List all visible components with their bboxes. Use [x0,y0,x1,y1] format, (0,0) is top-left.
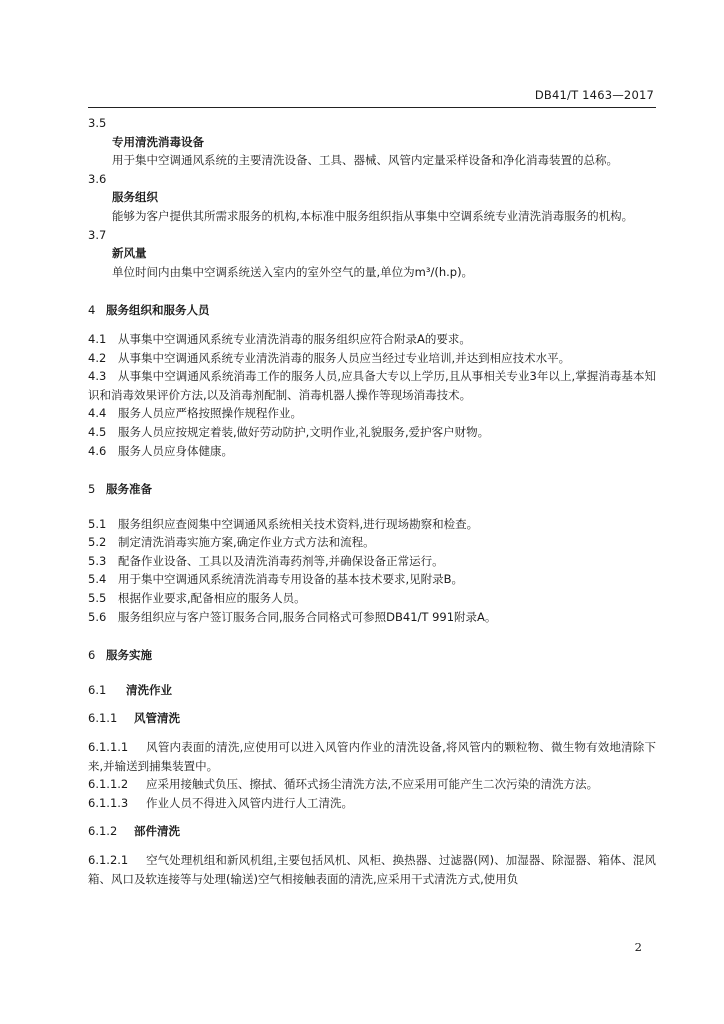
list-item [88,794,656,813]
subsection-title: 清洗作业 [126,682,172,697]
item-text: 空气处理机组和新风机组,主要包括风机、风柜、换热器、过滤器(网)、加湿器、除湿器、箱体、混风箱、风口及软连接等与处理(输送)空气相接触表面的清洗,应采用干式清洗方式,使用负 [88,853,656,886]
subsection-heading [88,822,656,841]
item-text: 从事集中空调通风系统消毒工作的服务人员,应具备大专以上学历,且从事相关专业3年以上,掌握消毒基本知识和消毒效果评价方法,以及消毒剂配制、消毒机器人操作等现场消毒技术。 [88,369,656,402]
item-number: 5.5 [88,591,107,606]
subsection-heading [88,709,656,728]
item-text: 从事集中空调通风系统专业清洗消毒的服务人员应当经过专业培训,并达到相应技术水平。 [118,350,571,365]
list-item [88,367,656,404]
term-definition: 单位时间内由集中空调系统送入室内的室外空气的量,单位为m³/(h.p)。 [112,264,474,279]
item-number: 5.2 [88,535,107,550]
item-text: 应采用接触式负压、擦拭、循环式扬尘清洗方法,不应采用可能产生二次污染的清洗方法。 [146,777,599,792]
section-number: 6 [88,648,96,663]
section-number: 5 [88,482,96,497]
item-number: 5.6 [88,609,107,624]
item-text: 从事集中空调通风系统专业清洗消毒的服务组织应符合附录A的要求。 [118,331,471,346]
header-divider [88,107,656,108]
subsection-heading [88,681,656,700]
list-item [88,330,656,349]
clause-number: 3.5 [88,116,107,130]
item-number: 5.1 [88,516,107,531]
subsection-number: 6.1.2 [88,824,118,839]
item-number: 6.1.1.3 [88,795,129,810]
term-title: 专用清洗消毒设备 [112,134,204,149]
section-heading [88,301,656,320]
list-item [88,570,656,589]
item-number: 6.1.1.1 [88,740,129,755]
standard-code: DB41/T 1463—2017 [534,88,654,102]
item-number: 6.1.2.1 [88,853,129,867]
list-item [88,423,656,442]
item-text: 服务人员应身体健康。 [118,443,233,458]
list-item [88,775,656,794]
item-number: 4.5 [88,424,107,439]
subsection-number: 6.1.1 [88,711,118,726]
subsection-number: 6.1 [88,682,107,697]
subsection-title: 部件清洗 [134,824,180,839]
list-item [88,851,656,888]
term-title: 服务组织 [112,190,158,205]
item-number: 4.1 [88,331,107,346]
item-number: 4.6 [88,443,107,458]
item-text: 制定清洗消毒实施方案,确定作业方式方法和流程。 [118,535,375,550]
term-definition: 用于集中空调通风系统的主要清洗设备、工具、器械、风管内定量采样设备和净化消毒装置的总称。 [112,153,618,168]
item-text: 服务人员应严格按照操作规程作业。 [118,406,302,421]
clause-number: 3.7 [88,227,107,242]
item-text: 服务人员应按规定着装,做好劳动防护,文明作业,礼貌服务,爱护客户财物。 [118,424,490,439]
list-item [88,404,656,423]
item-text: 作业人员不得进入风管内进行人工清洗。 [146,795,353,810]
section-heading [88,480,656,499]
item-number: 4.3 [88,369,107,384]
section-heading [88,646,656,665]
term-definition: 能够为客户提供其所需求服务的机构,本标准中服务组织指从事集中空调系统专业清洗消毒服务的机构。 [112,208,634,223]
list-item [88,515,656,534]
section-title: 服务准备 [106,482,152,497]
item-text: 配备作业设备、工具以及清洗消毒药剂等,并确保设备正常运行。 [118,553,444,568]
item-number: 5.4 [88,572,107,587]
clause-number: 3.6 [88,171,107,186]
list-item [88,349,656,368]
list-item [88,533,656,552]
list-item [88,608,656,627]
item-text: 用于集中空调通风系统清洗消毒专用设备的基本技术要求,见附录B。 [118,572,464,587]
item-number: 4.4 [88,406,107,421]
section-title: 服务组织和服务人员 [106,303,210,318]
item-text: 风管内表面的清洗,应使用可以进入风管内作业的清洗设备,将风管内的颗粒物、微生物有效地清除下来,并输送到捕集装置中。 [88,740,656,773]
list-item [88,589,656,608]
item-text: 根据作业要求,配备相应的服务人员。 [118,591,306,606]
item-number: 5.3 [88,553,107,568]
list-item [88,738,656,775]
document-body [88,114,656,888]
item-number: 6.1.1.2 [88,777,129,792]
item-text: 服务组织应与客户签订服务合同,服务合同格式可参照DB41/T 991附录A。 [118,609,497,624]
item-number: 4.2 [88,350,107,365]
section-title: 服务实施 [106,648,152,663]
page-number: 2 [634,940,642,954]
list-item [88,442,656,461]
section-number: 4 [88,303,96,318]
term-title: 新风量 [112,246,147,261]
item-text: 服务组织应查阅集中空调通风系统相关技术资料,进行现场勘察和检查。 [118,516,479,531]
subsection-title: 风管清洗 [134,711,180,726]
list-item [88,552,656,571]
